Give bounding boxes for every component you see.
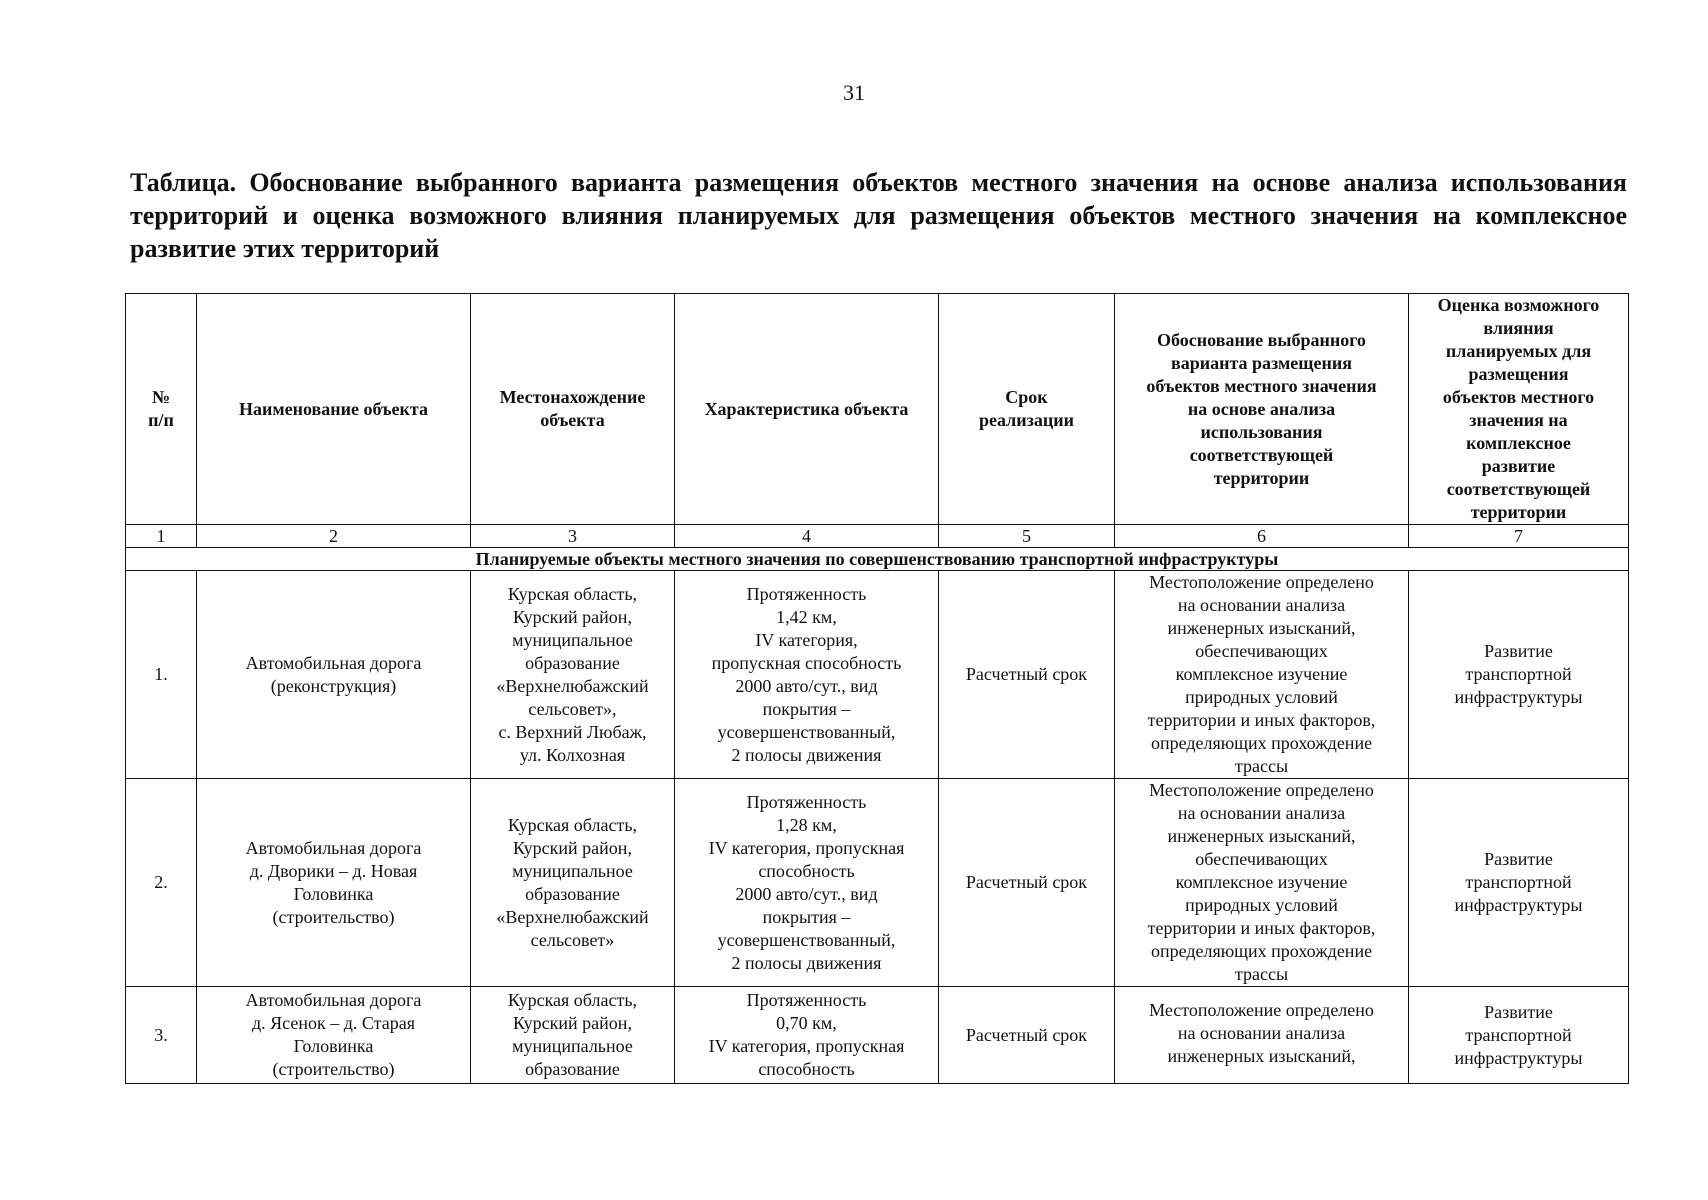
row-name: Автомобильная дорога д. Ясенок – д. Старая Головинка (строительство) bbox=[197, 987, 471, 1084]
table-row bbox=[126, 987, 1629, 1084]
header-characteristics: Характеристика объекта bbox=[675, 294, 939, 525]
column-number: 6 bbox=[1115, 525, 1409, 548]
row-term: Расчетный срок bbox=[939, 779, 1115, 987]
header-name: Наименование объекта bbox=[197, 294, 471, 525]
row-characteristics: Протяженность 0,70 км, IV категория, пропускная способность bbox=[675, 987, 939, 1084]
column-number: 1 bbox=[126, 525, 197, 548]
column-number-row bbox=[126, 525, 1629, 548]
row-location: Курская область, Курский район, муниципальное образование «Верхнелюбажский сельсовет», с. Верхний Любаж, ул. Колхозная bbox=[471, 571, 675, 779]
header-num: № п/п bbox=[126, 294, 197, 525]
header-assessment: Оценка возможного влияния планируемых для размещения объектов местного значения на комплексное развитие соответствующей территории bbox=[1409, 294, 1629, 525]
section-row bbox=[126, 548, 1629, 571]
column-number: 7 bbox=[1409, 525, 1629, 548]
header-location: Местонахождение объекта bbox=[471, 294, 675, 525]
section-title: Планируемые объекты местного значения по совершенствованию транспортной инфраструктуры bbox=[126, 548, 1629, 571]
row-num: 1. bbox=[126, 571, 197, 779]
row-justification: Местоположение определено на основании анализа инженерных изысканий, bbox=[1115, 987, 1409, 1084]
row-name: Автомобильная дорога (реконструкция) bbox=[197, 571, 471, 779]
column-number: 2 bbox=[197, 525, 471, 548]
row-justification: Местоположение определено на основании анализа инженерных изысканий, обеспечивающих комплексное изучение природных условий территории и иных факторов, определяющих прохождение трассы bbox=[1115, 571, 1409, 779]
row-location: Курская область, Курский район, муниципальное образование bbox=[471, 987, 675, 1084]
column-number: 4 bbox=[675, 525, 939, 548]
row-location: Курская область, Курский район, муниципальное образование «Верхнелюбажский сельсовет» bbox=[471, 779, 675, 987]
row-characteristics: Протяженность 1,42 км, IV категория, пропускная способность 2000 авто/сут., вид покрытия – усовершенствованный, 2 полосы движения bbox=[675, 571, 939, 779]
column-number: 5 bbox=[939, 525, 1115, 548]
row-justification: Местоположение определено на основании анализа инженерных изысканий, обеспечивающих комплексное изучение природных условий территории и иных факторов, определяющих прохождение трассы bbox=[1115, 779, 1409, 987]
row-term: Расчетный срок bbox=[939, 571, 1115, 779]
row-num: 3. bbox=[126, 987, 197, 1084]
header-term: Срок реализации bbox=[939, 294, 1115, 525]
row-characteristics: Протяженность 1,28 км, IV категория, пропускная способность 2000 авто/сут., вид покрытия – усовершенствованный, 2 полосы движения bbox=[675, 779, 939, 987]
objects-table bbox=[125, 293, 1629, 1084]
table-row bbox=[126, 571, 1629, 779]
row-assessment: Развитие транспортной инфраструктуры bbox=[1409, 779, 1629, 987]
page-number: 31 bbox=[843, 80, 865, 105]
row-name: Автомобильная дорога д. Дворики – д. Новая Головинка (строительство) bbox=[197, 779, 471, 987]
row-assessment: Развитие транспортной инфраструктуры bbox=[1409, 571, 1629, 779]
column-number: 3 bbox=[471, 525, 675, 548]
row-term: Расчетный срок bbox=[939, 987, 1115, 1084]
header-justification: Обоснование выбранного варианта размещения объектов местного значения на основе анализа использования соответствующей территории bbox=[1115, 294, 1409, 525]
table-title: Таблица. Обоснование выбранного варианта размещения объектов местного значения на основе анализа использования территорий и оценка возможного влияния планируемых для размещения объектов местного значения на комплексное развитие этих территорий bbox=[130, 168, 1627, 263]
header-row bbox=[126, 294, 1629, 525]
row-num: 2. bbox=[126, 779, 197, 987]
row-assessment: Развитие транспортной инфраструктуры bbox=[1409, 987, 1629, 1084]
table-row bbox=[126, 779, 1629, 987]
